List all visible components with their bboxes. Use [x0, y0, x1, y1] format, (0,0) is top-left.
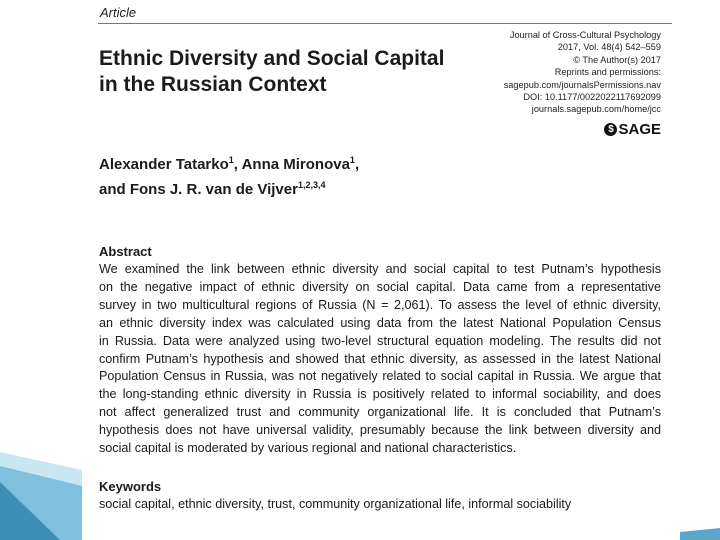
author-list — [99, 150, 539, 200]
journal-info — [461, 29, 661, 116]
author-name: and Fons J. R. van de Vijver — [99, 181, 298, 198]
abstract-line: confirm Putnam’s hypothesis and showed that ethnic diversity, as assessed in the latest National — [99, 351, 661, 366]
abstract-line: We examined the link between ethnic diversity and social capital to test Putnam’s hypothesis — [99, 262, 661, 276]
author-name: , Anna Mironova — [233, 156, 350, 173]
article-type-label: Article — [100, 5, 137, 20]
journal-line: Reprints and permissions: — [554, 67, 661, 78]
publisher-logo — [604, 121, 661, 138]
author-affiliation: 1 — [349, 155, 355, 165]
author-line-1 — [99, 150, 539, 175]
abstract-body — [99, 261, 661, 458]
abstract-line: hypothesis does not have universal validity, presumably because the link between diversity and — [99, 423, 661, 438]
author-affiliation: 1 — [228, 155, 234, 165]
journal-line: DOI: 10.1177/0022022117692099 — [523, 92, 661, 103]
abstract-line: survey in two multicultural regions of Russia (N = 2,061). To assess the level of ethnic diversity, — [99, 297, 661, 312]
journal-line: sagepub.com/journalsPermissions.nav — [503, 79, 661, 90]
author-name: Alexander Tatarko — [99, 156, 229, 173]
abstract-line: an ethnic diversity index was calculated using data from the latest National Population Census — [99, 315, 661, 330]
journal-line: © The Author(s) 2017 — [573, 54, 661, 65]
abstract-line: in Russia. Data were analyzed using two-level structural equation modeling. The results did not — [99, 333, 661, 348]
author-separator: , — [354, 156, 360, 173]
journal-line: 2017, Vol. 48(4) 542–559 — [557, 42, 661, 53]
journal-line: Journal of Cross-Cultural Psychology — [509, 30, 661, 40]
abstract-line: social capital is moderated by various regional and national characteristics. — [99, 441, 517, 456]
abstract-line: Population Census in Russia, was not negatively related to social capital in Russia. We argue that — [99, 369, 661, 384]
abstract-line: on the negative impact of ethnic diversity on social capital. Data came from a representative — [99, 279, 661, 294]
paper-page — [82, 0, 680, 540]
author-affiliation: 1,2,3,4 — [297, 180, 326, 190]
title-line: Ethnic Diversity and Social Capital — [99, 47, 445, 70]
author-line-2 — [99, 175, 539, 200]
paper-title — [99, 46, 489, 98]
abstract-heading: Abstract — [99, 244, 152, 259]
publisher-name: SAGE — [618, 121, 661, 138]
keywords-heading: Keywords — [99, 479, 162, 494]
sage-icon: $ — [604, 123, 617, 136]
keywords-list: social capital, ethnic diversity, trust, community organizational life, informal sociability — [99, 497, 572, 511]
header-rule — [98, 23, 672, 24]
journal-line: journals.sagepub.com/home/jcc — [531, 104, 661, 115]
abstract-line: not affect generalized trust and community organizational life. It is concluded that Putnam’s — [99, 405, 661, 420]
abstract-line: the long-standing ethnic diversity in Russia is positively related to informal sociability, and does — [99, 387, 661, 402]
title-line: in the Russian Context — [99, 73, 327, 96]
